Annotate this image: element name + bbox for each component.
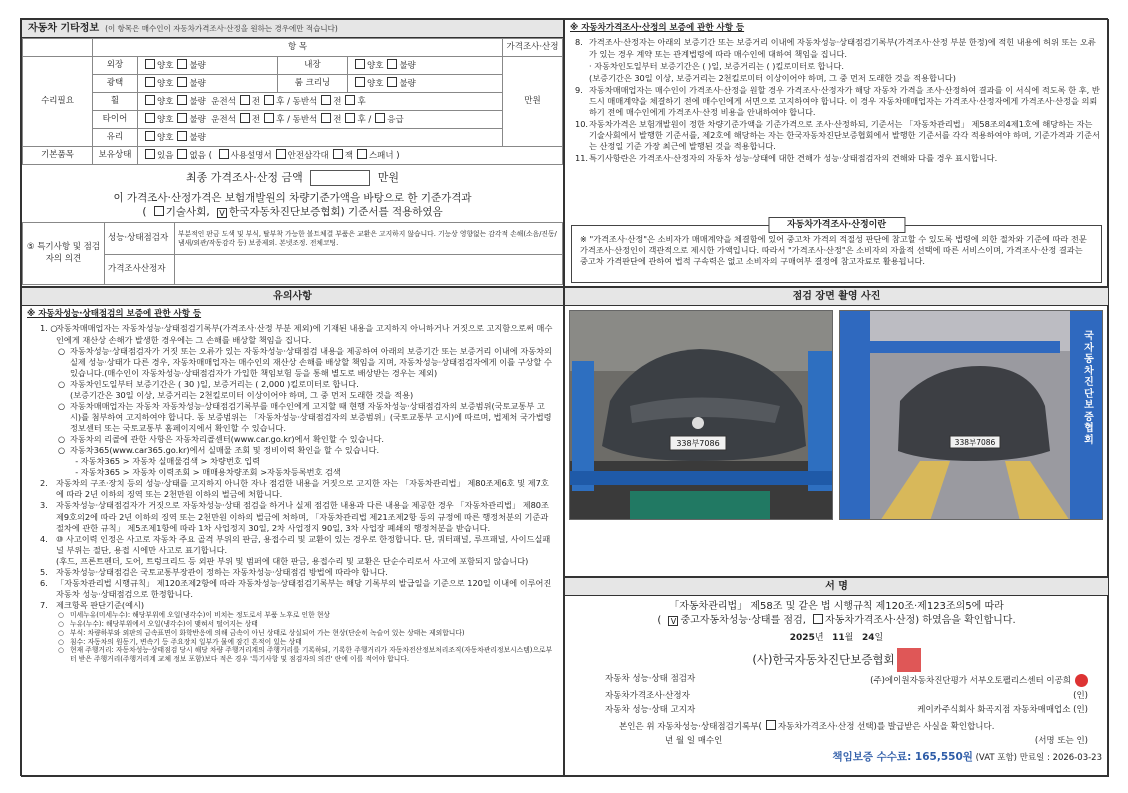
etc-note: (이 항목은 매수인이 자동차가격조사·산정을 원하는 경우에만 적습니다) bbox=[105, 24, 338, 33]
tire-good-checkbox[interactable] bbox=[145, 113, 155, 123]
photo-title: 점검 장면 촬영 사진 bbox=[565, 288, 1108, 306]
etc-title: 자동차 기타정보 bbox=[28, 23, 100, 34]
tire-driver-rear[interactable] bbox=[264, 113, 274, 123]
sign-row-inspector: 자동차 성능·상태 점검자 (주)에이원자동차진단평가 서부오토팰리스센터 이공희 bbox=[605, 674, 1088, 687]
sign-date: 2025년 11월 24일 bbox=[789, 633, 884, 643]
manual-checkbox[interactable] bbox=[219, 149, 229, 159]
photo-section bbox=[564, 287, 1109, 577]
row-gloss: 광택 bbox=[93, 75, 138, 93]
guarantee-title: ※ 자동차가격조사·산정의 보증에 관한 사항 등 bbox=[570, 23, 745, 33]
exterior-bad-checkbox[interactable] bbox=[177, 59, 187, 69]
fee-line: 책임보증 수수료: 165,550원 (VAT 포함) 만료일 : 2026-03-23 bbox=[832, 751, 1102, 764]
basic-label: 기본품목 bbox=[23, 147, 93, 165]
front-plate: 338부7086 bbox=[676, 439, 720, 448]
triangle-checkbox[interactable] bbox=[276, 149, 286, 159]
caution-subtitle: ※ 자동차성능·상태점검의 보증에 관한 사항 등 bbox=[27, 309, 202, 319]
definition-box bbox=[571, 220, 1102, 283]
tire-emergency[interactable] bbox=[375, 113, 385, 123]
row-interior: 내장 bbox=[278, 57, 348, 75]
none-checkbox[interactable] bbox=[177, 149, 187, 159]
tech-society-checkbox[interactable] bbox=[154, 206, 164, 216]
etc-table: 항 목 가격조사·산정 수리필요 외장 양호 불량 내장 양호 불량 만원 광택 양호 불량 룸 크리닝 양호 불량 휠 양호 불량 운전석 전 후 / 동반석 전 후 타이어 양호 불량 운전석 전 후 / 동반석 전 후 / 응급 유리 양호 불량 기본품목 보유상태 있음 없음 ( 사용설명서 안전삼각대 잭 스패너 ) bbox=[22, 38, 563, 165]
row-tire: 타이어 bbox=[93, 111, 138, 129]
buyer-price-checkbox[interactable] bbox=[766, 720, 776, 730]
tire-driver-front[interactable] bbox=[240, 113, 250, 123]
row-glass: 유리 bbox=[93, 129, 138, 147]
tire-pass-rear[interactable] bbox=[345, 113, 355, 123]
inspector-label: 성능·상태점검자 bbox=[105, 223, 175, 255]
special-label: ⑤ 특기사항 및 점검자의 의견 bbox=[23, 223, 105, 285]
room-bad-checkbox[interactable] bbox=[387, 77, 397, 87]
law-line: 「자동차관리법」 제58조 및 같은 법 시행규칙 제120조·제123조의5에 따라 bbox=[669, 601, 1004, 612]
col-price: 가격조사·산정 bbox=[503, 39, 563, 57]
room-good-checkbox[interactable] bbox=[355, 77, 365, 87]
row-wheel: 휠 bbox=[93, 93, 138, 111]
guarantee-item: 11. 특기사항란은 가격조사·산정자의 자동차 성능·상태에 대한 견해가 성능·상태점검자의 견해와 다를 경우 표시합니다. bbox=[575, 153, 998, 164]
gloss-good-checkbox[interactable] bbox=[145, 77, 155, 87]
wheel-bad-checkbox[interactable] bbox=[177, 95, 187, 105]
rear-plate: 338부7086 bbox=[954, 438, 996, 447]
wheel-pass-front[interactable] bbox=[321, 95, 331, 105]
confirm-line: ( V중고자동차성능·상태를 점검, 자동차가격조사·산정) 하였음을 확인합니다. bbox=[565, 614, 1108, 628]
tire-pass-front[interactable] bbox=[321, 113, 331, 123]
association-seal bbox=[897, 648, 921, 672]
jack-checkbox[interactable] bbox=[333, 149, 343, 159]
sign-row-appraiser: 자동차가격조사·산정자 (인) bbox=[605, 690, 1088, 701]
row-room: 룸 크리닝 bbox=[278, 75, 348, 93]
inspector-seal bbox=[1075, 674, 1088, 687]
price-guarantee-section bbox=[564, 19, 1109, 287]
final-price-input[interactable] bbox=[310, 170, 370, 186]
caution-list: 1. ○ 자동차매매업자는 자동차성능·상태점검기록부(가격조사·산정 부분 제외)에 기재된 내용을 고지하지 아니하거나 거짓으로 고지함으로써 매수인에게 재산상 손해가 발생한 경우에는 그 손해를 배상할 책임을 집니다. ○ 자동차성능·상태점검자가 거짓 또는 오류가 있는 자동차성능·상태점검 내용을 제공하여 아래의 보증기간 또는 보증거리 이내에 자동차의 실제 성능·상태가 다른 경우, 자동차매매업자는 매수인의 재산상 손해를 배상할 책임을 지며, 자동차성능·상태점검자에게 이를 구상할 수 있습니다.(매수인이 자동차성능·상태점검자가 가입한 책임보험 등을 통해 별도로 배상받는 경우는 제외) ○ 자동차인도일부터 보증기간은 ( 30 )일, 보증거리는 ( 2,000 )킬로미터로 합니다. (보증기간은 30일 이상, 보증거리는 2천킬로미터 이상이어야 하며, 그 중 먼저 도래한 것을 적용) ○ 자동차매매업자는 자동차 자동차성능·상태점검기록부를 매수인에게 고지할 때 현행 자동차성능·상태점검자의 보증범위(국토교통부 고시)를 첨부하여 고지하여야 합니다. 동 보증범위는 「자동차성능·상태점검자의 보증범위」(국토교통부 고시)에 따르며, 법제처 국가법령정보센터 또는 국토교통부 홈페이지에서 확인할 수 있습니다. ○ 자동차의 리콜에 관한 사항은 자동차리콜센터(www.car.go.kr)에서 확인할 수 있습니다. ○ 자동차365(www.car365.go.kr)에서 실매물 조회 및 정비이력 확인을 할 수 있습니다. - 자동차365 > 자동차 실매물검색 > 차량번호 입력 - 자동차365 > 자동차 이력조회 > 매매용차량조회 >자동차등록번호 검색 2. 자동차의 구조·장치 등의 성능·상태를 고지하지 아니한 자나 점검한 내용을 거짓으로 고지한 자는 「자동차관리법」 제80조제6호 및 제7호에 따라 2년 이하의 징역 또는 2천만원 이하의 벌금에 처합니다. 3. 자동차성능·상태점검자가 거짓으로 자동차성능·상태 점검을 하거나 실제 점검한 내용과 다른 내용을 제공한 경우 「자동차관리법」 제80조제9호의2에 따라 2년 이하의 징역 또는 2천만원 이하의 벌금에 처하며, 「자동차관리법 제21조제2항 등의 규정에 따른 행정처분의 기준과 절차에 관한 규칙」 제5조제1항에 따라 1차 사업정지 30일, 2차 사업정지 90일, 3차 사업장 폐쇄의 행정처분을 받습니다. 4. ⑩ 사고이력 인정은 사고로 자동차 주요 골격 부위의 판금, 용접수리 및 교환이 있는 경우로 한정합니다. 단, 쿼터패널, 루프패널, 사이드실패널 부위는 절단, 용접 시에만 사고로 표기합니다. (후드, 프론트펜더, 도어, 트렁크리드 등 외판 부위 및 범퍼에 대한 판금, 용접수리 및 교환은 단순수리로서 사고에 포함되지 않습니다) 5. 자동차성능·상태점검은 국토교통부장관이 정하는 자동차성능·상태점검 방법에 따라야 합니다. 6. 「자동차관리법 시행규칙」 제120조제2항에 따라 자동차성능·상태점검기록부는 해당 기록부의 발급일을 기준으로 120일 이내에 이루어진 자동차 성능·상태점검으로 한정합니다. 7. 제크항목 판단기준(예시) ○ 미세누유(미세누수): 해당부위에 오일(냉각수)이 비치는 정도로서 부품 노후로 인한 현상 ○ 누유(누수): 해당부위에서 오일(냉각수)이 맺혀서 떨어지는 상태 ○ 부식: 차량하부와 외판의 금속표면이 화학반응에 의해 금속이 아닌 상태로 상실되어 가는 현상(단순히 녹슬어 있는 상태는 제외합니다) ○ 침수: 자동차의 원동기, 변속기 등 주요장치 일부가 물에 잠긴 흔적이 있는 상태 ○ 현재 주행거리: 자동차성능·상태점검 당시 해당 차량 주행거리계의 주행거리를 기록하되, 기록한 주행거리가 자동차전산정보처리조직(자동차관리정보시스템)으로부터 받은 주행거리(주행거리계 교체 정보 포함)보다 적은 경우 '특기사항 및 점검자의 의견' 란에 이를 적어야 합니다. bbox=[40, 323, 553, 664]
glass-bad-checkbox[interactable] bbox=[177, 131, 187, 141]
performance-check-checkbox[interactable] bbox=[668, 616, 678, 626]
caution-title: 유의사항 bbox=[22, 288, 563, 306]
spanner-checkbox[interactable] bbox=[357, 149, 367, 159]
inspection-photo-rear bbox=[839, 310, 1103, 520]
kadia-checkbox[interactable] bbox=[217, 208, 227, 218]
price-unit: 만원 bbox=[503, 57, 563, 147]
caution-section bbox=[21, 287, 564, 777]
col-item: 항 목 bbox=[93, 39, 503, 57]
guarantee-item: (보증기간은 30일 이상, 보증거리는 2천킬로미터 이상이어야 하며, 그 중 먼저 도래한 것을 적용합니다) bbox=[589, 72, 956, 83]
special-table bbox=[22, 222, 563, 285]
have-checkbox[interactable] bbox=[145, 149, 155, 159]
interior-bad-checkbox[interactable] bbox=[387, 59, 397, 69]
guarantee-item: · 자동차인도일부터 보증기간은 ( )일, 보증거리는 ( )킬로미터로 합니다. bbox=[589, 60, 844, 71]
guarantee-item: 10. 자동차가격은 보험개발원이 정한 차량기준가액을 기준가격으로 조사·산정하되, 기준서는 「자동차관리법」 제58조의4제1호에 해당하는 자는 기술사회에서 발행한 기준서를, 제2호에 해당하는 자는 한국자동차진단보증협회에서 발행한 기준서를 각각 적용하여야 하며, 기준가격과 기준서는 산정일 기준 가장 최근에 발행된 것을 적용합니다. bbox=[575, 118, 1100, 152]
fee-label: 책임보증 수수료: 165,550원 bbox=[832, 751, 973, 764]
price-check-checkbox[interactable] bbox=[813, 614, 823, 624]
buyer-confirm: 본인은 위 자동차성능·상태점검기록부( 자동차가격조사·산정 선택)를 발급받은 사실을 확인합니다. bbox=[619, 721, 995, 732]
sign-row-notifier: 자동차 성능·상태 고지자 케이카주식회사 화곡지점 자동차매매업소 (인) bbox=[605, 705, 1088, 716]
tire-bad-checkbox[interactable] bbox=[177, 113, 187, 123]
appraiser-label: 가격조사산정자 bbox=[105, 255, 175, 285]
wheel-pass-rear[interactable] bbox=[345, 95, 355, 105]
basis-line1: 이 가격조사·산정가격은 보험개발원의 차량기준가액을 바탕으로 한 기준가격과 bbox=[113, 192, 472, 204]
definition-box-title: 자동차가격조사·산정이란 bbox=[768, 217, 905, 233]
exterior-good-checkbox[interactable] bbox=[145, 59, 155, 69]
definition-text: ※ "가격조사·산정"은 소비자가 매매계약을 체결함에 있어 중고차 가격의 적절성 판단에 참고할 수 있도록 법령에 의한 절차와 기준에 따라 전문 가격조사·산정인이 객관적으로 제시한 가액입니다. 따라서 "가격조사·산정"은 소비자의 자율적 선택에 따른 서비스이며, 가격조사·산정 결과는 중고차 가격판단에 관하여 법적 구속력은 없고 소비자의 구매여부 결정에 참고자료로 활용됩니다. bbox=[580, 234, 1087, 267]
guarantee-item: 9. 자동차매매업자는 매수인이 가격조사·산정을 원할 경우 가격조사·산정자가 해당 자동차 가격을 조사·산정하여 결과를 이 서식에 적도록 한 후, 반드시 매매계약을 체결하기 전에 매수인에게 서면으로 고지하여야 합니다. 이 경우 자동차매매업자는 가격조사·산정자에게 가격조사·산정을 의뢰하기 전에 매수인에게 가격조사·산정 비용을 안내하여야 합니다. bbox=[575, 84, 1100, 117]
inspector-opinion: 부분적인 판금 도색 및 부식, 탈부착 가능한 볼트체결 부품은 교환은 고지하지 않습니다. 기능상 영향없는 감각적 손해(소음/진동/냄새/외관/작동감각 등) 보증제외. 본넷조정. 전체코팅. bbox=[175, 223, 563, 255]
wheel-driver-front[interactable] bbox=[240, 95, 250, 105]
glass-good-checkbox[interactable] bbox=[145, 131, 155, 141]
guarantee-list bbox=[575, 37, 1100, 164]
association-name: (사)한국자동차진단보증협회 bbox=[565, 648, 1108, 672]
signature-title: 서 명 bbox=[565, 578, 1108, 596]
guarantee-item: 8. 가격조사·산정자는 아래의 보증기간 또는 보증거리 이내에 자동차성능·상태점검기록부(가격조사·산정 부분 한정)에 적힌 내용에 허위 또는 오류가 있는 경우 계약 또는 관계법령에 따라 매수인에 대하여 책임을 집니다. bbox=[575, 37, 1096, 59]
etc-info-section bbox=[21, 19, 564, 287]
basis-line2: ( 기술사회, V 한국자동차진단보증협회) 기준서를 적용하였음 bbox=[22, 205, 563, 219]
interior-good-checkbox[interactable] bbox=[355, 59, 365, 69]
sign-row-buyer: 년 월 일 매수인 (서명 또는 인) bbox=[665, 736, 1088, 747]
expiry-date: 만료일 : 2026-03-23 bbox=[1019, 753, 1102, 764]
final-price-row: 최종 가격조사·산정 금액 만원 bbox=[185, 171, 399, 184]
gloss-bad-checkbox[interactable] bbox=[177, 77, 187, 87]
owned-label: 보유상태 bbox=[93, 147, 138, 165]
document-page bbox=[20, 18, 1108, 776]
inspection-photo-front bbox=[569, 310, 833, 520]
wheel-driver-rear[interactable] bbox=[264, 95, 274, 105]
row-exterior: 외장 bbox=[93, 57, 138, 75]
vertical-sign: 국자동차진단보증협회 bbox=[1084, 331, 1094, 446]
signature-section bbox=[564, 577, 1109, 777]
wheel-good-checkbox[interactable] bbox=[145, 95, 155, 105]
repair-label: 수리필요 bbox=[23, 57, 93, 147]
